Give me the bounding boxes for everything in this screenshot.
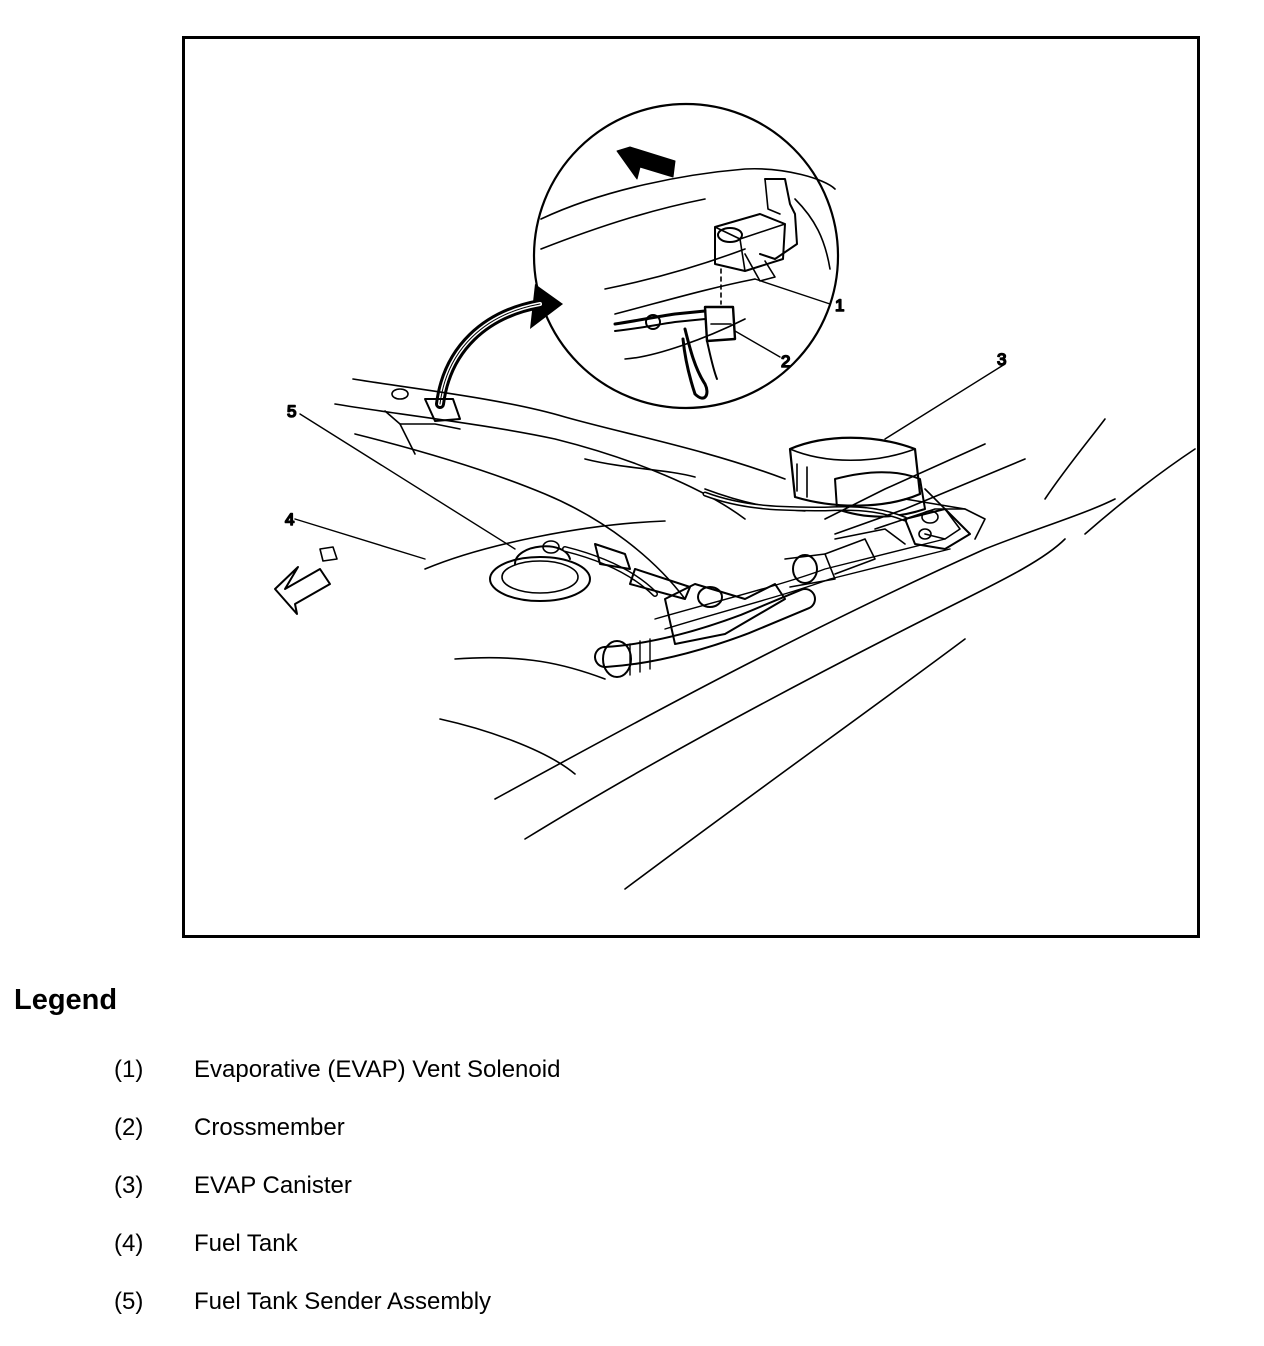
legend-item [114, 1172, 560, 1230]
callout-1: 1 [835, 296, 845, 315]
callout-2: 2 [781, 352, 791, 371]
callout-4: 4 [285, 510, 295, 529]
legend-item-label: Fuel Tank [194, 1230, 298, 1257]
legend-heading: Legend [14, 984, 118, 1016]
diagram-frame [182, 36, 1200, 938]
legend-item-label: EVAP Canister [194, 1172, 352, 1199]
legend-item-number: (1) [114, 1056, 144, 1083]
legend-item-number: (5) [114, 1288, 144, 1315]
legend-item-label: Crossmember [194, 1114, 345, 1141]
legend-item [114, 1288, 560, 1346]
legend-item-label: Fuel Tank Sender Assembly [194, 1288, 492, 1315]
legend-item-number: (4) [114, 1230, 144, 1257]
main-illustration [275, 379, 1195, 889]
legend-item-number: (3) [114, 1172, 144, 1199]
callout-5: 5 [287, 402, 297, 421]
callout-3: 3 [997, 350, 1007, 369]
evap-system-diagram [185, 39, 1197, 935]
legend-item [114, 1056, 560, 1114]
legend-item [114, 1230, 560, 1288]
legend-item-number: (2) [114, 1114, 144, 1141]
legend-item [114, 1114, 560, 1172]
legend-list [114, 1056, 560, 1346]
detail-view [534, 104, 838, 408]
legend-item-label: Evaporative (EVAP) Vent Solenoid [194, 1056, 561, 1083]
